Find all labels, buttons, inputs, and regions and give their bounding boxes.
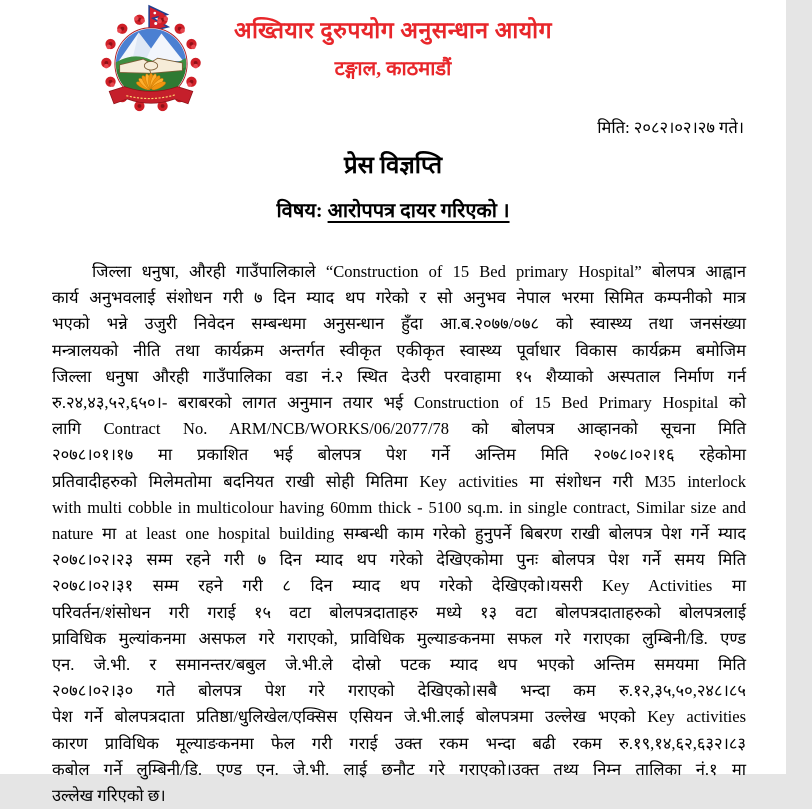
body-line: प्रतिवादीहरुको मिलेमतोमा बदनियत राखी सोही मितिमा Key activities मा संशोधन गरी M35 interlock (52, 471, 746, 491)
body-line: एन. जे.भी. र समानन्तर/बबुल जे.भी.ले दोस्रो पटक म्याद थप भएको अन्तिम समयमा मिति (52, 655, 746, 675)
body-line: २०७८।०२।३१ सम्म रहने गरी ८ दिन म्याद थप गरेको देखिएको।यसरी Key Activities मा (52, 576, 746, 596)
body-line: कारण प्राविधिक मूल्याङकनमा फेल गरी गराई उक्त रकम भन्दा बढी रकम रु.१९,१४,६२,६३२।८३ (52, 733, 746, 753)
org-name: अख्तियार दुरुपयोग अनुसन्धान आयोग (233, 18, 553, 43)
letterhead (0, 0, 786, 104)
subject-label: विषय: (276, 200, 328, 222)
date-line: मिति: २०८२।०२।२७ गते। (597, 118, 744, 137)
page-title: प्रेस विज्ञप्ति (343, 153, 443, 179)
body-line: परिवर्तन/शंसोधन गरी गराई १५ वटा बोलपत्रदाताहरु मध्ये १३ वटा बोलपत्रदाताहरुको बोलपत्रलाई (52, 602, 746, 622)
ciaa-emblem-logo (94, 4, 208, 118)
body-line: २०७८।०१।१७ मा प्रकाशित भई बोलपत्र पेश गर्ने अन्तिम मिति २०७८।०२।१६ रहेकोमा (52, 445, 746, 465)
body-line: कार्य अनुभवलाई संशोधन गरी ७ दिन म्याद थप गरेको र सो अनुभव नेपाल भरमा सिमित कम्पनीको मात्र (52, 288, 746, 308)
body-line: २०७८।०२।२३ सम्म रहने गरी ७ दिन म्याद थप गरेको देखिएकोमा पुनः बोलपत्र पेश गर्ने समय मिति (52, 550, 746, 570)
body-line: जिल्ला धनुषा औरही गाउँपालिका वडा नं.२ स्थित देउरी परवाहामा १५ शैय्याको अस्पताल निर्माण गर्न (52, 366, 746, 386)
body-line: रु.२४,४३,५२,६५०।- बराबरको लागत अनुमान तयार भई Construction of 15 Bed Primary Hospital को (52, 393, 746, 413)
body-line: उल्लेख गरिएको छ। (52, 786, 166, 806)
ciaa-emblem-icon (94, 4, 208, 118)
org-address: टङ्गाल, काठमाडौं (334, 58, 452, 80)
body-paragraph (0, 259, 786, 809)
body-line: कबोल गर्ने लुम्बिनी/डि. एण्ड एन. जे.भी. लाई छनौट गरे गराएको।उक्त तथ्य निम्न तालिका नं.१ मा (52, 759, 746, 779)
body-line: भएको भन्ने उजुरी निवेदन सम्बन्धमा अनुसन्धान हुँदा आ.ब.२०७७/०७८ को स्वास्थ्य तथा जनसंख्या (52, 314, 746, 334)
body-line: nature मा at least one hospital building सम्बन्धी काम गरेको हुनुपर्ने बिबरण राखी बोलपत्र पेश गर्ने म्याद (52, 524, 746, 544)
subject-line (0, 196, 786, 223)
body-line: लागि Contract No. ARM/NCB/WORKS/06/2077/78 को बोलपत्र आव्हानको सूचना मिति (52, 419, 746, 439)
body-line: जिल्ला धनुषा, औरही गाउँपालिकाले “Construction of 15 Bed primary Hospital” बोलपत्र आह्वान (92, 262, 746, 281)
body-line: २०७८।०२।३० गते बोलपत्र पेश गरे गराएको देखिएको।सबै भन्दा कम रु.१२,३५,५०,२४८।८५ (52, 681, 746, 701)
subject-text: आरोपपत्र दायर गरिएको । (327, 200, 510, 222)
body-line: प्राविधिक मुल्यांकनमा असफल गरे गराएको, प्राविधिक मुल्याङकनमा सफल गरे गराएका लुम्बिनी/डि. एण्ड (52, 628, 746, 648)
body-line: with multi cobble in multicolour having 60mm thick - 5100 sq.m. in single contract, Similar size and (52, 497, 746, 517)
body-line: मन्त्रालयको नीति तथा कार्यक्रम अन्तर्गत स्वीकृत एकीकृत स्वास्थ्य पूर्वाधार विकास कार्यक्रम बमोजिम (52, 340, 746, 360)
body-line: पेश गर्ने बोलपत्रदाता प्रतिष्ठा/धुलिखेल/एक्सिस एसियन जे.भी.लाई बोलपत्रमा उल्लेख भएको Key activities (52, 707, 746, 727)
